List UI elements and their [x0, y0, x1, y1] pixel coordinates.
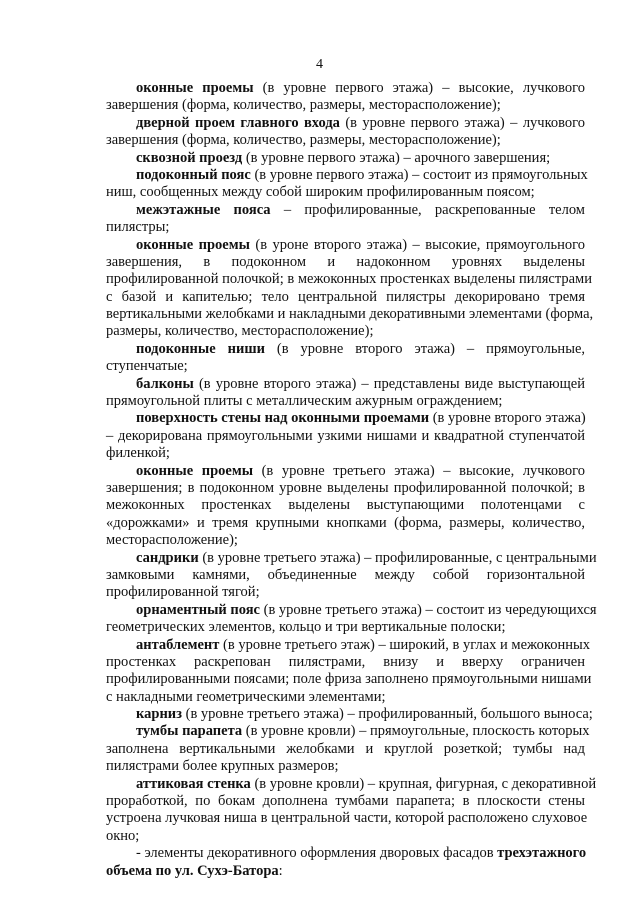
text-line	[106, 828, 585, 845]
text-segment: (в уровне первого этажа) – арочного завершения;	[242, 149, 551, 166]
text-segment: (в уровне второго этажа)	[429, 410, 586, 427]
text-segment: – профилированные, раскрепованные телом	[270, 201, 585, 218]
text-segment: (в уровне кровли) – прямоугольные, плоскость которых	[242, 723, 590, 740]
text-segment: профилированными поясами; поле фриза заполнено прямоугольными нишами	[106, 671, 592, 688]
text-segment: завершения (форма, количество, размеры, месторасположение);	[106, 132, 501, 149]
text-line	[106, 567, 585, 584]
bold-term: аттиковая стенка	[136, 775, 251, 792]
bold-term: тумбы парапета	[136, 723, 243, 740]
text-line	[106, 306, 594, 323]
text-segment: (в уровне третьего этажа) – профилированный, большого выноса;	[182, 706, 593, 723]
text-segment: (в уровне третьего этажа) – высокие, лучкового	[253, 462, 585, 479]
text-segment: пилястрами более крупных размеров;	[106, 758, 339, 775]
text-segment: (в уровне первого этажа) – высокие, лучкового	[253, 80, 585, 96]
text-line	[106, 410, 585, 427]
text-line	[106, 601, 597, 619]
text-line	[106, 237, 585, 254]
text-segment: :	[278, 862, 283, 879]
text-segment: проработкой, по бокам дополнена тумбами парапета; в плоскости стены	[106, 793, 585, 810]
text-line	[106, 150, 585, 167]
text-line	[106, 202, 585, 219]
text-line	[106, 132, 585, 149]
text-line	[106, 271, 592, 288]
text-line	[106, 393, 585, 410]
text-segment: пилястры;	[106, 219, 170, 236]
text-line	[106, 480, 585, 497]
text-line	[106, 341, 585, 358]
text-line	[106, 80, 585, 97]
text-segment: профилированной полочкой; в межоконных простенках выделены пилястрами	[106, 271, 592, 288]
text-segment: - элементы декоративного оформления дворовых фасадов	[136, 845, 498, 862]
bold-term: оконные проемы	[136, 236, 250, 253]
text-line	[106, 376, 585, 393]
text-line	[106, 428, 585, 445]
text-segment: ниш, сообщенных между собой широким профилированным поясом;	[106, 184, 535, 201]
text-segment: устроена лучковая ниша в центральной части, которой расположено слуховое	[106, 810, 588, 827]
bold-term: карниз	[136, 706, 182, 723]
bold-term: оконные проемы	[136, 462, 254, 479]
text-line	[106, 445, 585, 462]
document-body	[106, 80, 597, 880]
text-segment: (в уровне третьего этажа) – состоит из чередующихся	[259, 601, 597, 618]
text-segment: вертикальными желобками и накладными декоративными элементами (форма,	[106, 306, 594, 323]
text-segment: ступенчатые;	[106, 358, 188, 375]
text-segment: межоконных простенках выделены выступающими полотенцами с	[106, 497, 585, 514]
text-segment: филенкой;	[106, 445, 170, 462]
text-line	[106, 584, 585, 601]
text-segment: замковыми камнями, объединенные между собой горизонтальной	[106, 566, 585, 583]
bold-term: межэтажные пояса	[136, 201, 271, 218]
text-line	[106, 289, 585, 306]
text-line	[106, 515, 585, 532]
text-segment: (в уровне второго этажа) – прямоугольные,	[264, 340, 585, 357]
bold-term: трехэтажного	[497, 845, 587, 862]
text-line	[106, 810, 588, 827]
text-segment: заполнена вертикальными желобками и круглой розеткой; тумбы над	[106, 740, 585, 757]
bold-term: оконные проемы	[136, 80, 254, 96]
text-line	[106, 723, 590, 740]
bold-term: балконы	[136, 375, 194, 392]
bold-term: антаблемент	[136, 636, 220, 653]
text-segment: (в уровне кровли) – крупная, фигурная, с декоративной	[250, 775, 597, 792]
text-line	[106, 741, 585, 758]
text-segment: окно;	[106, 827, 140, 844]
text-line	[106, 358, 585, 375]
text-line	[106, 619, 585, 636]
text-segment: (в уровне третьего этажа) – профилированные, с центральными	[198, 549, 597, 566]
text-line	[106, 219, 585, 236]
bold-term: подоконный пояс	[136, 166, 251, 183]
text-segment: завершения, в подоконном и надоконном уровнях выделены	[106, 253, 585, 270]
bold-term: объема по ул. Сухэ-Батора	[106, 862, 279, 879]
text-segment: (в уровне второго этажа) – представлены виде выступающей	[193, 375, 585, 392]
text-segment: (в уроне второго этажа) – высокие, прямоугольного	[249, 236, 585, 253]
text-line	[106, 463, 585, 480]
text-segment: месторасположение);	[106, 532, 238, 549]
text-line	[106, 793, 585, 810]
text-segment: размеры, количество, месторасположение);	[106, 323, 374, 340]
text-line	[106, 166, 588, 184]
text-line	[106, 497, 585, 514]
text-segment: завершения (форма, количество, размеры, месторасположение);	[106, 97, 501, 114]
text-segment: «дорожками» и тремя крупными кнопками (форма, размеры, количество,	[106, 514, 585, 531]
text-segment: (в уровне первого этажа) – лучкового	[339, 114, 585, 131]
text-segment: прямоугольной плиты с металлическим ажурным ограждением;	[106, 393, 503, 410]
text-line	[106, 115, 585, 132]
text-segment: (в уровне третьего этаж) – широкий, в углах и межоконных	[219, 636, 591, 653]
text-segment: – декорирована прямоугольными узкими нишами и квадратной ступенчатой	[106, 427, 585, 444]
text-line	[106, 323, 585, 340]
bold-term: подоконные ниши	[136, 340, 265, 357]
text-line	[106, 97, 585, 114]
text-segment: с накладными геометрическими элементами;	[106, 688, 386, 705]
text-line	[106, 671, 592, 688]
text-line	[106, 845, 585, 862]
bold-term: орнаментный пояс	[136, 601, 260, 618]
text-line	[106, 775, 597, 793]
text-segment: с базой и капителью; тело центральной пилястры декорировано тремя	[106, 288, 585, 305]
bold-term: сквозной проезд	[136, 149, 243, 166]
text-segment: профилированной тягой;	[106, 584, 260, 601]
text-line	[106, 654, 585, 671]
bold-term: сандрики	[136, 549, 199, 566]
text-line	[106, 254, 585, 271]
bold-term: дверной проем главного входа	[136, 114, 340, 131]
text-segment: завершения; в подоконном уровне выделены профилированной полочкой; в	[106, 479, 585, 496]
text-line	[106, 863, 585, 880]
text-line	[106, 549, 597, 567]
bold-term: поверхность стены над оконными проемами	[136, 410, 430, 427]
text-segment: простенках раскрепован пилястрами, внизу и вверху ограничен	[106, 653, 585, 670]
text-line	[106, 689, 585, 706]
text-line	[106, 532, 585, 549]
text-segment: геометрических элементов, кольцо и три вертикальные полоски;	[106, 619, 506, 636]
text-line	[106, 636, 591, 654]
text-line	[106, 758, 585, 775]
text-line	[106, 706, 593, 723]
text-segment: (в уровне первого этажа) – состоит из прямоугольных	[250, 166, 588, 183]
text-line	[106, 184, 585, 201]
page-number: 4	[316, 57, 323, 72]
